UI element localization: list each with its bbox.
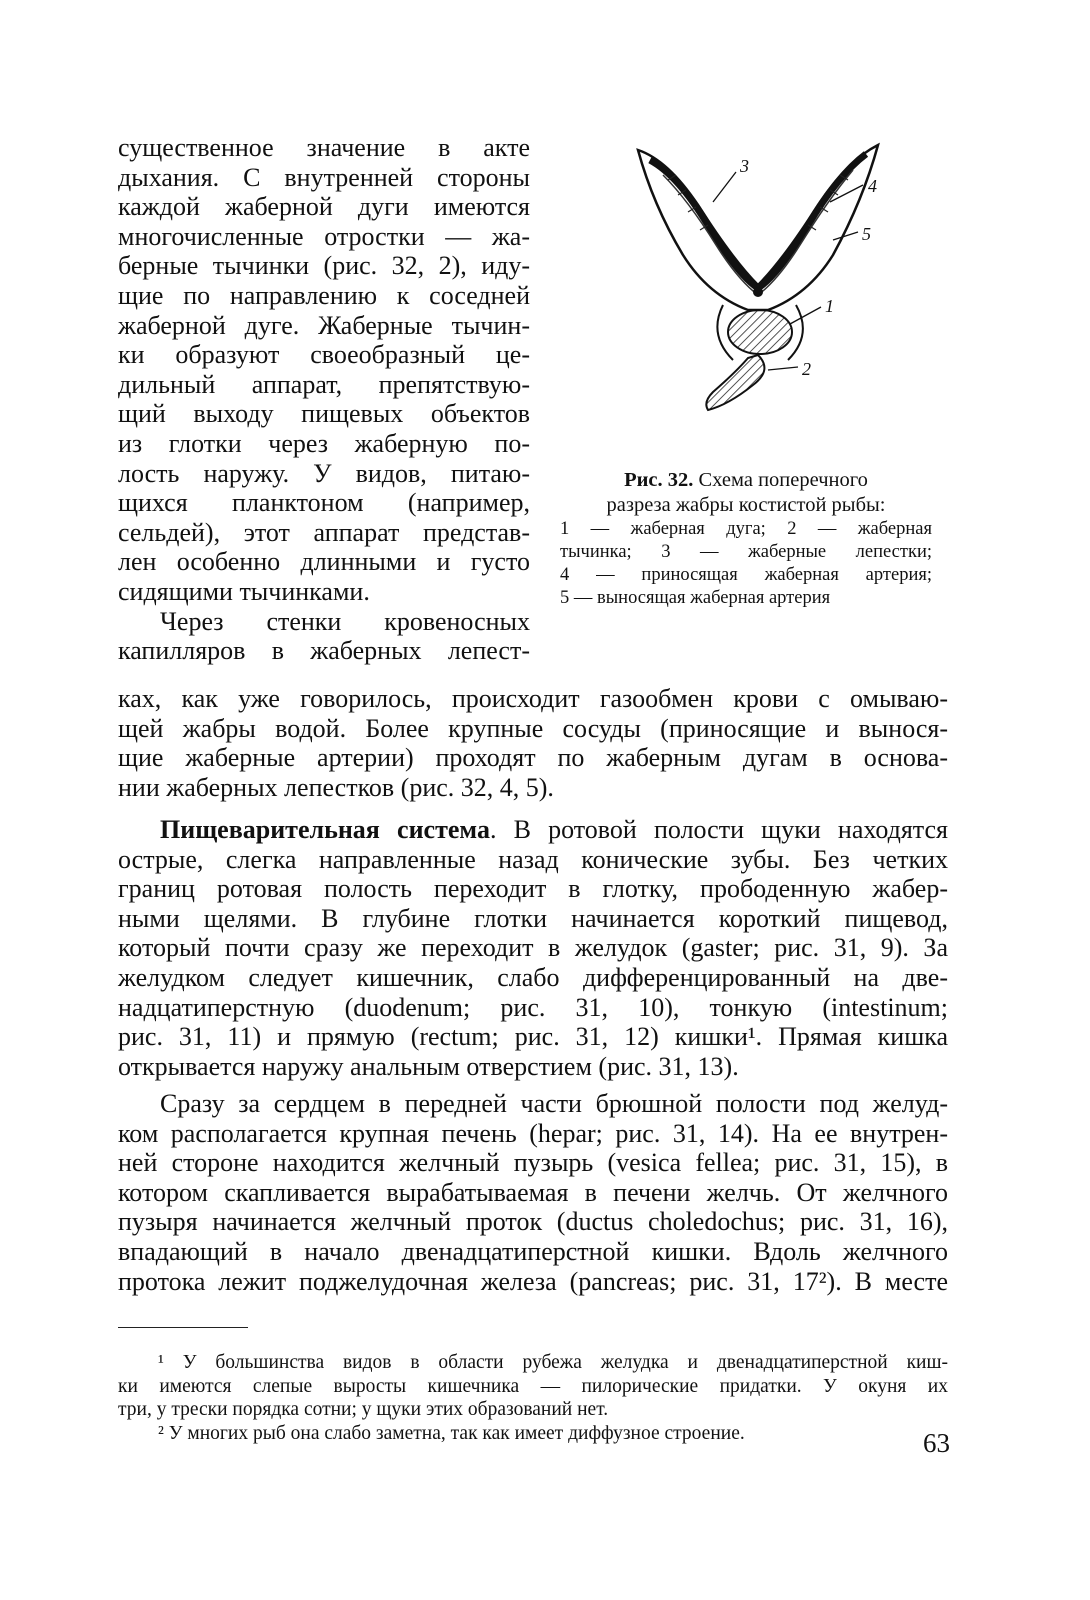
text-line: Через стенки кровеносных (160, 606, 530, 636)
text-line: лость наружу. У видов, питаю- (118, 458, 530, 488)
text-line: щие по направлению к соседней (118, 280, 530, 310)
text-line: рис. 31, 11) и прямую (rectum; рис. 31, 12) кишки¹. Прямая кишка (118, 1022, 948, 1052)
label-2: 2 (802, 359, 811, 379)
legend-line: 1 — жаберная дуга; 2 — жаберная (560, 519, 932, 539)
figure-caption (560, 468, 932, 610)
caption-title: Рис. 32. (624, 469, 694, 491)
text-line: дыхания. С внутренней стороны (118, 162, 530, 192)
text-line: щихся планктоном (например, (118, 488, 530, 518)
footnote-rule (118, 1327, 248, 1328)
label-1: 1 (825, 296, 834, 316)
text-line: щей жабры водой. Более крупные сосуды (приносящие и вынося- (118, 713, 948, 743)
text-line: ках, как уже говорилось, происходит газообмен крови с омываю- (118, 684, 948, 713)
liver-paragraph (118, 1089, 948, 1296)
text-line: Пищеварительная система. В ротовой полости щуки находятся (160, 815, 948, 844)
text-line: котором скапливается вырабатываемая в печени желчь. От желчного (118, 1177, 948, 1207)
footnote-line: три, у трески порядка сотни; у щуки этих образований нет. (118, 1399, 609, 1420)
text-line: ком располагается крупная печень (hepar; рис. 31, 14). На ее внутрен- (118, 1118, 948, 1148)
legend-line: 5 — выносящая жаберная артерия (560, 588, 831, 608)
section-heading: Пищеварительная система (160, 815, 490, 844)
text-line: сидящими тычинками. (118, 576, 370, 606)
digestive-paragraph (118, 815, 948, 1081)
text-line: жаберной дуге. Жаберные тычин- (118, 310, 530, 340)
label-5: 5 (862, 224, 871, 244)
footnotes (118, 1351, 948, 1445)
page-number: 63 (923, 1428, 950, 1458)
artery-dot (753, 287, 763, 297)
text-line: желудком следует кишечник, слабо дифференцированный на две- (118, 962, 948, 992)
legend-line: 4 — приносящая жаберная артерия; (560, 565, 932, 585)
text-line: впадающий в начало двенадцатиперстной кишки. Вдоль желчного (118, 1236, 948, 1266)
text-line: открывается наружу анальным отверстием (рис. 31, 13). (118, 1051, 739, 1081)
caption-line: разреза жабры костистой рыбы: (606, 494, 886, 516)
text-line: который почти сразу же переходит в желудок (gaster; рис. 31, 9). За (118, 933, 948, 963)
label-4: 4 (868, 176, 877, 196)
label-3: 3 (740, 156, 749, 176)
text-line: существенное значение в акте (118, 133, 530, 162)
text-line: ней стороне находится желчный пузырь (vesica fellea; рис. 31, 15), в (118, 1148, 948, 1178)
text-line: каждой жаберной дуги имеются (118, 192, 530, 222)
text-line: из глотки через жаберную по- (118, 428, 530, 458)
text-line: дильный аппарат, препятствую- (118, 369, 530, 399)
main-text-full (118, 684, 948, 802)
gill-raker (706, 355, 764, 410)
text-line: надцатиперстную (duodenum; рис. 31, 10), тонкую (intestinum; (118, 992, 948, 1022)
footnote-line: ² У многих рыб она слабо заметна, так как имеет диффузное строение. (158, 1422, 745, 1444)
text-line: острые, слегка направленные назад конические зубы. Без четких (118, 844, 948, 874)
footnote-line: ¹ У большинства видов в области рубежа желудка и двенадцатиперстной киш- (158, 1352, 948, 1373)
text-line: сельдей), этот аппарат представ- (118, 517, 530, 547)
text-line: многочисленные отростки — жа- (118, 221, 530, 251)
figure-gill-section (560, 120, 950, 420)
gill-arch (728, 310, 792, 354)
text-line: щий выходу пищевых объектов (118, 399, 530, 429)
legend-line: тычинка; 3 — жаберные лепестки; (560, 542, 932, 562)
text-line: берные тычинки (рис. 32, 2), иду- (118, 251, 530, 281)
text-line: капилляров в жаберных лепест- (118, 636, 530, 666)
gill-diagram (608, 120, 908, 420)
text-line: лен особенно длинными и густо (118, 547, 530, 577)
text-line: протока лежит поджелудочная железа (pancreas; рис. 31, 17²). В месте (118, 1266, 948, 1296)
text-line: Сразу за сердцем в передней части брюшной полости под желуд- (160, 1089, 948, 1118)
text-line: ки образуют своеобразный це- (118, 340, 530, 370)
text-line: границ ротовая полость переходит в глотку, прободенную жабер- (118, 874, 948, 904)
text-line: ными щелями. В глубине глотки начинается короткий пищевод, (118, 903, 948, 933)
text-line: пузыря начинается желчный проток (ductus choledochus; рис. 31, 16), (118, 1207, 948, 1237)
caption-line: Рис. 32. Схема поперечного (624, 469, 868, 491)
caption-legend (560, 518, 932, 610)
text-line: щие жаберные артерии) проходят по жаберным дугам в основа- (118, 743, 948, 773)
footnote-line: ки имеются слепые выросты кишечника — пилорические придатки. У окуня их (118, 1375, 948, 1397)
text-line: нии жаберных лепестков (рис. 32, 4, 5). (118, 772, 554, 802)
